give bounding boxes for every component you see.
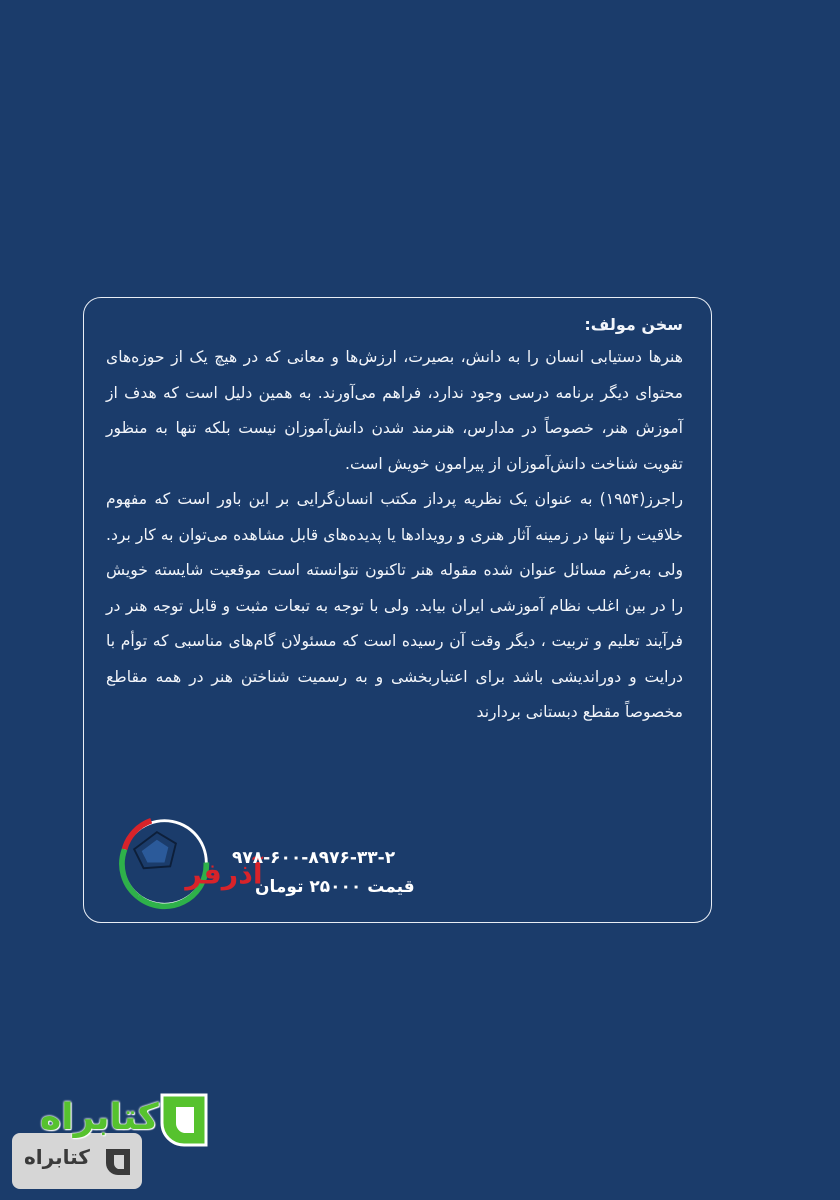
preface-paragraph-1: هنرها دستیابی انسان را به دانش، بصیرت، ارزش‌ها و معانی که در هیچ یک از حوزه‌های محتوای دیگر برنامه درسی وجود ندارد، فراهم می‌آورند. به همین دلیل است که هدف از آموزش هنر، خصوصاً در مدارس، هنرمند شدن دانش‌آموزان نیست بلکه تنها به منظور تقویت شناخت دانش‌آموزان از پیرامون خویش است. [106,348,683,473]
ketabrah-icon [156,1091,212,1151]
watermark-front-text: کتابراه [40,1097,159,1138]
preface-paragraph-2: راجرز(۱۹۵۴) به عنوان یک نظریه پرداز مکتب انسان‌گرایی بر این باور است که مفهوم خلاقیت را تنها در زمینه آثار هنری و رویدادها یا پدیده‌های قابل مشاهده می‌توان به کار برد. ولی به‌رغم مسائل عنوان شده مقوله هنر تاکنون نتوانسته است موقعیت شایسته خویش را در بین اغلب نظام آموزشی ایران بیابد. ولی با توجه به تبعات مثبت و قابل توجه هنر در فرآیند تعلیم و تربیت ، دیگر وقت آن رسیده است که مسئولان گام‌های مناسبی که توأم با درایت و دوراندیشی باشد برای اعتباربخشی و به رسمیت شناختن هنر در همه مقاطع مخصوصاً مقطع دبستانی بردارند [106,490,683,721]
ketabrah-icon [102,1145,134,1179]
publisher-logo [117,815,263,910]
preface-heading: سخن مولف: [584,315,683,334]
price: قیمت ۲۵۰۰۰ تومان [255,877,415,897]
ketabrah-watermark [10,1085,215,1190]
watermark-back-text: کتابراه [24,1145,90,1169]
logo-lettering: آذرفر [185,857,263,891]
isbn: ۹۷۸-۶۰۰-۸۹۷۶-۳۳-۲ [232,848,396,868]
